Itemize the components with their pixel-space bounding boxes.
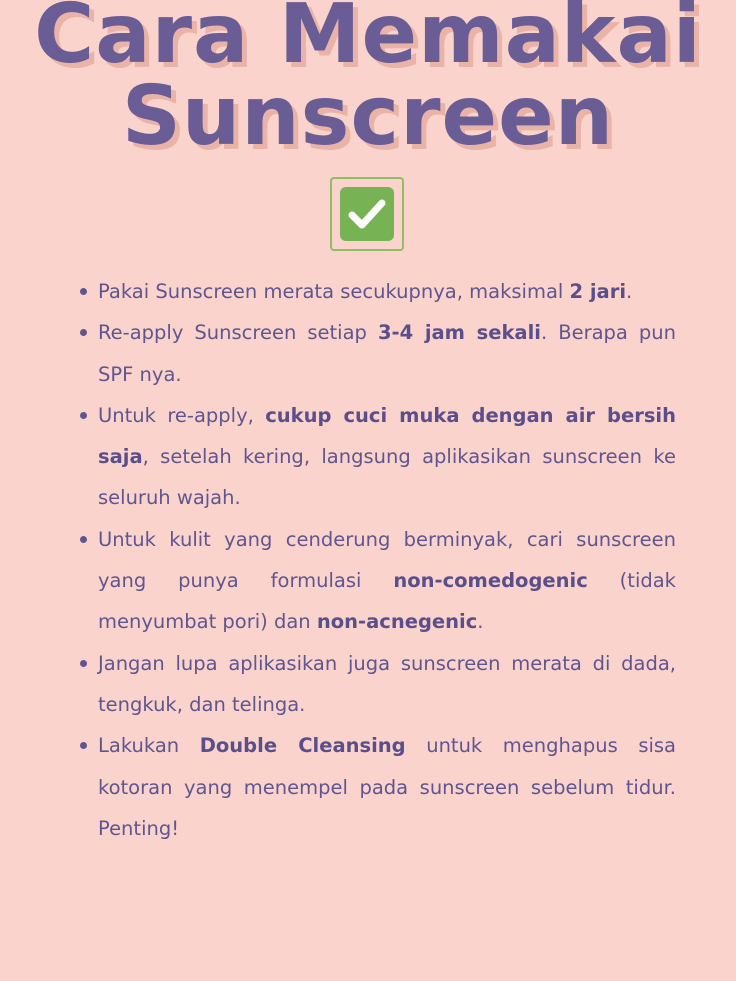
white-heavy-check-mark-icon bbox=[340, 187, 394, 241]
item-emphasis: non-acnegenic bbox=[316, 610, 478, 634]
item-text: , setelah kering, langsung aplikasikan sunscreen ke seluruh wajah. bbox=[98, 445, 676, 510]
item-text: Lakukan bbox=[98, 734, 200, 758]
item-text: Re-apply Sunscreen setiap bbox=[98, 321, 378, 345]
item-text: . bbox=[477, 610, 484, 634]
list-item bbox=[76, 312, 676, 395]
item-text: Jangan lupa aplikasikan juga sunscreen merata di dada, tengkuk, dan telinga. bbox=[98, 651, 676, 716]
item-text: . Berapa pun SPF nya. bbox=[98, 321, 676, 386]
list-item bbox=[76, 725, 676, 849]
item-emphasis: non-comedogenic bbox=[393, 569, 588, 593]
list-item bbox=[76, 519, 676, 643]
item-text: untuk menghapus sisa kotoran yang menempel pada sunscreen sebelum tidur. Penting! bbox=[98, 734, 677, 840]
check-mark-glyph bbox=[348, 198, 386, 230]
item-emphasis: Double Cleansing bbox=[199, 734, 406, 758]
item-text: . bbox=[626, 280, 633, 303]
item-text: Untuk re-apply, bbox=[98, 403, 266, 427]
item-text: Pakai Sunscreen merata secukupnya, maksimal bbox=[98, 280, 570, 303]
list-item bbox=[76, 395, 676, 519]
item-text: Untuk kulit yang cenderung berminyak, cari sunscreen yang punya formulasi bbox=[98, 527, 676, 593]
list-item bbox=[76, 643, 676, 726]
check-mark-icon-frame bbox=[330, 177, 404, 251]
item-emphasis: cukup cuci muka dengan air bersih saja bbox=[98, 403, 676, 469]
item-emphasis: 3-4 jam sekali bbox=[377, 321, 541, 345]
tips-list bbox=[76, 271, 676, 849]
item-emphasis: 2 jari bbox=[569, 280, 627, 303]
list-item bbox=[76, 271, 676, 312]
item-text: (tidak menyumbat pori) dan bbox=[98, 569, 676, 634]
page-title-line-2: Sunscreen bbox=[121, 69, 615, 164]
page-title-line-1: Cara Memakai bbox=[34, 0, 702, 82]
